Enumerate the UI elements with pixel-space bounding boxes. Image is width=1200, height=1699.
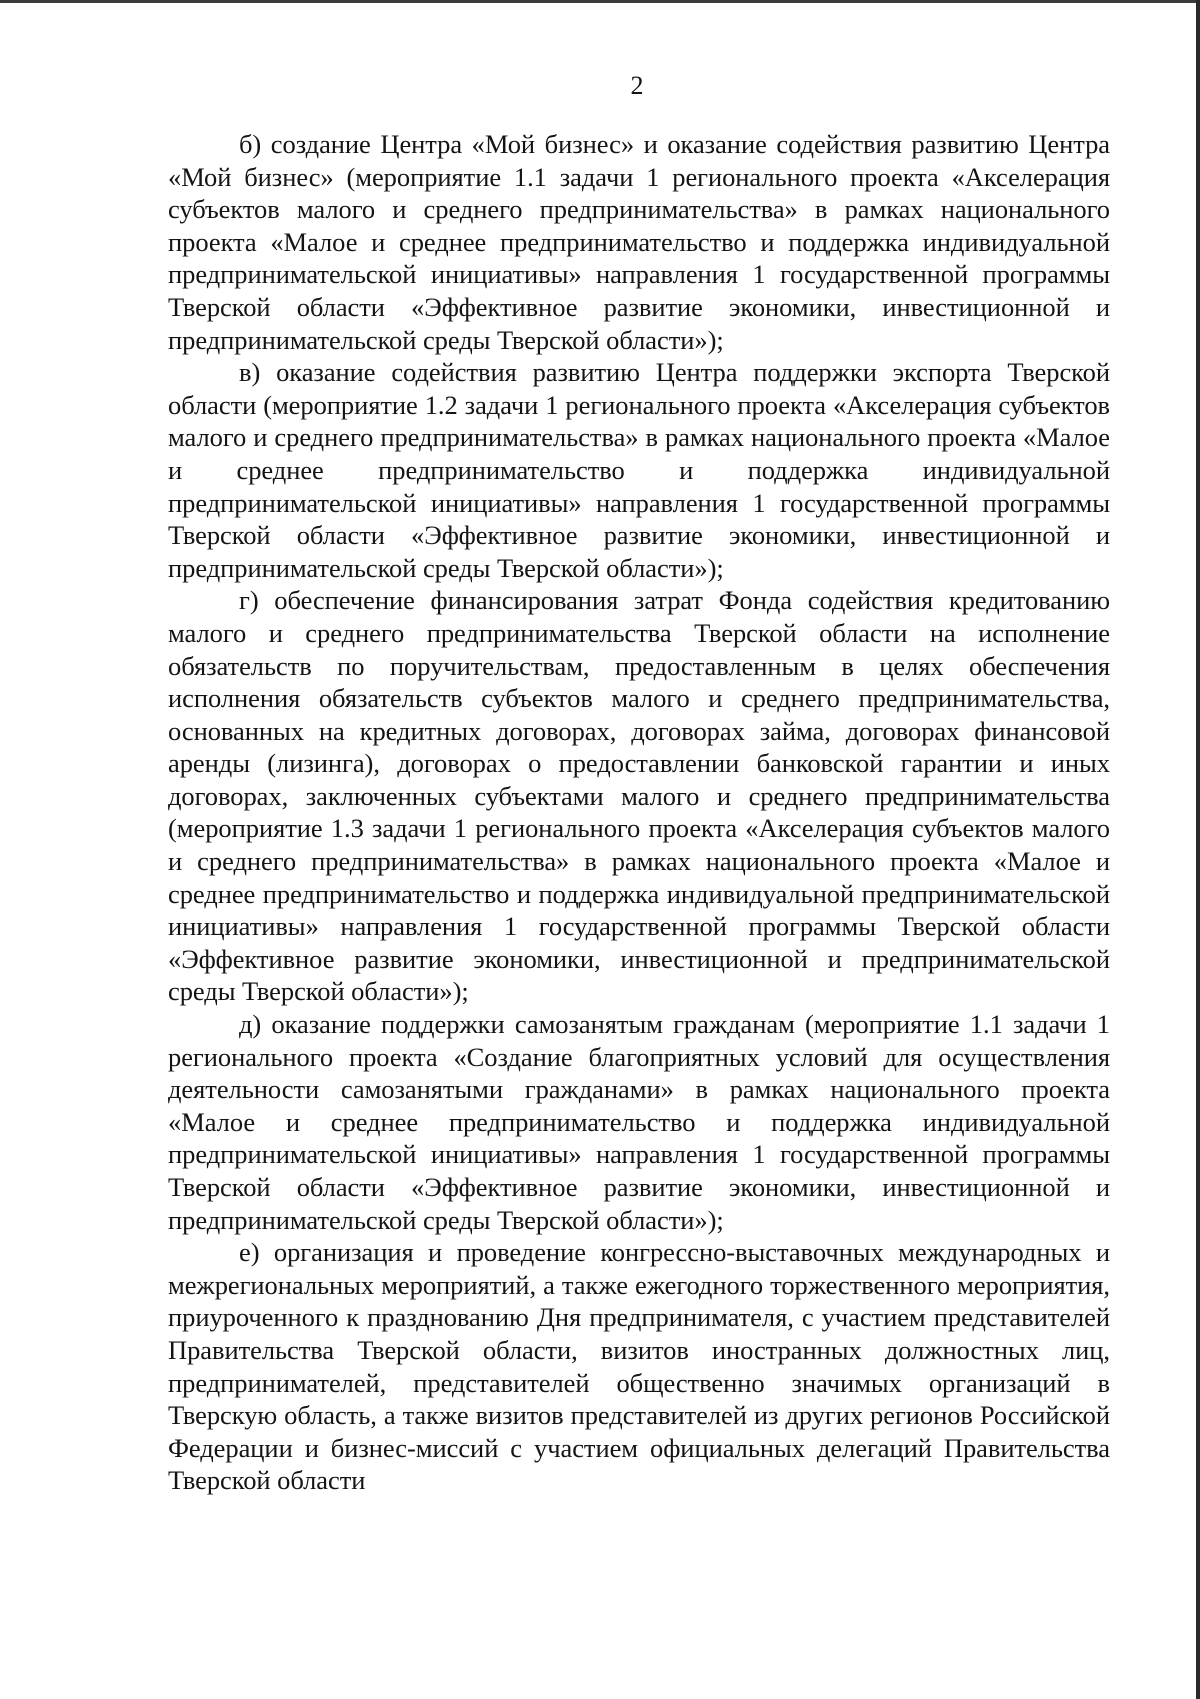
paragraph-g: г) обеспечение финансирования затрат Фонда содействия кредитованию малого и среднего предпринимательства Тверской области на исполнение обязательств по поручительствам, предоставленным в целях обеспечения исполнения обязательств субъектов малого и среднего предпринимательства, основанных на кредитных договорах, договорах займа, договорах финансовой аренды (лизинга), договорах о предоставлении банковской гарантии и иных договорах, заключенных субъектами малого и среднего предпринимательства (мероприятие 1.3 задачи 1 регионального проекта «Акселерация субъектов малого и среднего предпринимательства» в рамках национального проекта «Малое и среднее предпринимательство и поддержка индивидуальной предпринимательской инициативы» направления 1 государственной программы Тверской области «Эффективное развитие экономики, инвестиционной и предпринимательской среды Тверской области»); (168, 585, 1110, 1007)
scan-edge-right (1196, 0, 1200, 1699)
document-body (168, 128, 1110, 1497)
paragraph-d: д) оказание поддержки самозанятым гражданам (мероприятие 1.1 задачи 1 регионального проекта «Создание благоприятных условий для осуществления деятельности самозанятыми гражданами» в рамках национального проекта «Малое и среднее предпринимательство и поддержка индивидуальной предпринимательской инициативы» направления 1 государственной программы Тверской области «Эффективное развитие экономики, инвестиционной и предпринимательской среды Тверской области»); (168, 1009, 1110, 1235)
paragraph-b: б) создание Центра «Мой бизнес» и оказание содействия развитию Центра «Мой бизнес» (мероприятие 1.1 задачи 1 регионального проекта «Акселерация субъектов малого и среднего предпринимательства» в рамках национального проекта «Малое и среднее предпринимательство и поддержка индивидуальной предпринимательской инициативы» направления 1 государственной программы Тверской области «Эффективное развитие экономики, инвестиционной и предпринимательской среды Тверской области»); (168, 129, 1110, 355)
page-number: 2 (630, 71, 644, 100)
paragraph-v: в) оказание содействия развитию Центра поддержки экспорта Тверской области (мероприятие 1.2 задачи 1 регионального проекта «Акселерация субъектов малого и среднего предпринимательства» в рамках национального проекта «Малое и среднее предпринимательство и поддержка индивидуальной предпринимательской инициативы» направления 1 государственной программы Тверской области «Эффективное развитие экономики, инвестиционной и предпринимательской среды Тверской области»); (168, 357, 1110, 583)
paragraph-e: е) организация и проведение конгрессно-выставочных международных и межрегиональных мероприятий, а также ежегодного торжественного мероприятия, приуроченного к празднованию Дня предпринимателя, с участием представителей Правительства Тверской области, визитов иностранных должностных лиц, предпринимателей, представителей общественно значимых организаций в Тверскую область, а также визитов представителей из других регионов Российской Федерации и бизнес-миссий с участием официальных делегаций Правительства Тверской области (168, 1237, 1110, 1496)
scan-edge-top (0, 0, 1200, 3)
